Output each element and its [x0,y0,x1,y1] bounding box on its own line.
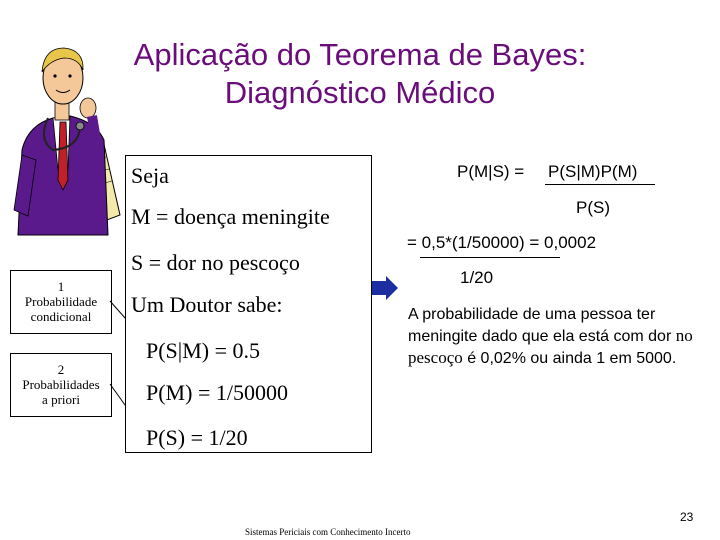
calc-numerator: = 0,5*(1/50000) = 0,0002 [407,233,597,252]
description-part1: A probabilidade de uma pessoa ter meningite dado que ela está com dor [408,306,676,345]
p-s: P(S) = 1/20 [146,425,248,450]
calc-fraction-line [420,257,560,258]
footer-text: Sistemas Periciais com Conhecimento Incerto [245,527,411,537]
calc-denominator: 1/20 [460,268,494,287]
formula-denominator: P(S) [576,198,610,217]
note2-line1: Probabilidades [22,377,100,392]
seja-text: Seja [131,163,169,188]
page-number: 23 [680,510,694,524]
m-definition: M = doença meningite [131,204,330,229]
formula-numerator: P(S|M)P(M) [548,162,638,181]
right-arrow-icon [372,276,398,300]
description-part2: no pescoço [408,326,693,367]
title-line-2: Diagnóstico Médico [224,75,496,110]
formula-lhs: P(M|S) = [457,162,525,181]
description-part3: é 0,02% ou ainda 1 em 5000. [462,350,677,367]
note1-number: 1 [57,279,65,294]
description-text [408,304,698,369]
note1-line2: condicional [30,309,92,324]
s-definition: S = dor no pescoço [131,250,300,275]
p-s-given-m: P(S|M) = 0.5 [146,338,260,363]
note2-number: 2 [57,362,65,377]
note1-line1: Probabilidade [24,294,98,309]
doctor-knows: Um Doutor sabe: [131,292,283,317]
fraction-line [545,184,655,185]
title-line-1: Aplicação do Teorema de Bayes: [133,37,587,72]
note2-line2: a priori [42,392,80,407]
p-m: P(M) = 1/50000 [146,380,288,405]
